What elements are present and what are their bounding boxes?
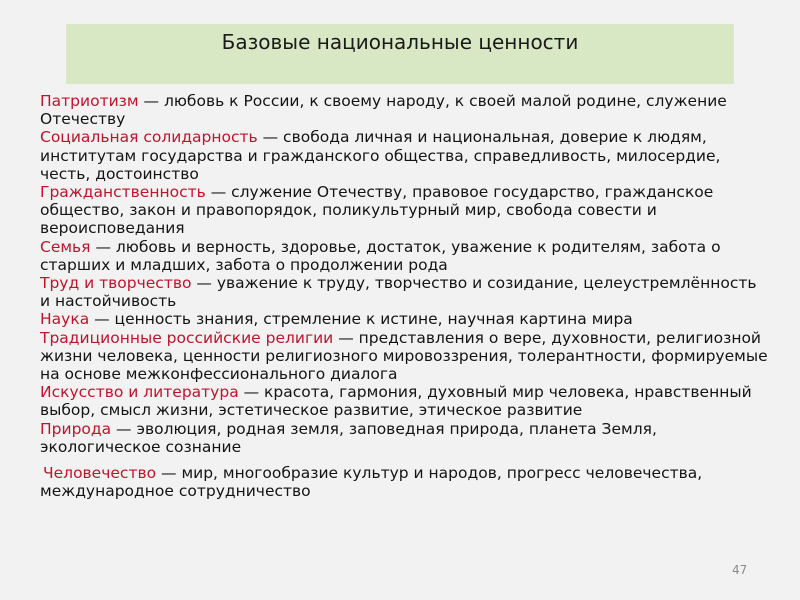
value-entry-solidarity [40,128,770,183]
value-description: — уважение к труду, творчество и созидание, целеустремлённость и настойчивость [40,274,757,311]
value-entry-science [40,310,770,328]
value-term: Природа [40,419,112,438]
value-description: — свобода личная и национальная, доверие к людям, институтам государства и гражданского общества, справедливость, милосердие, честь, достоинство [40,128,721,183]
value-entry-religions [40,329,770,384]
value-entry-humanity [40,464,770,500]
value-entry-citizenship [40,183,770,238]
value-description: — любовь к России, к своему народу, к своей малой родине, служение Отечеству [40,92,727,129]
value-description: — служение Отечеству, правовое государство, гражданское общество, закон и правопорядок, поликультурный мир, свобода совести и вероисповедания [40,183,714,238]
value-entry-art [40,383,770,419]
value-term: Труд и творчество [40,274,192,293]
value-term: Социальная солидарность [40,128,258,147]
value-term: Гражданственность [40,183,206,202]
value-entry-nature [40,420,770,456]
value-description: — эволюция, родная земля, заповедная природа, планета Земля, экологическое сознание [40,419,657,456]
value-description: — представления о вере, духовности, религиозной жизни человека, ценности религиозного мировоззрения, толерантности, формируемые на основе межконфессионального диалога [40,328,768,384]
value-description: — ценность знания, стремление к истине, научная картина мира [89,310,633,329]
slide-title: Базовые национальные ценности [221,30,579,54]
value-description: — красота, гармония, духовный мир человека, нравственный выбор, смысл жизни, эстетическое развитие, этическое развитие [40,383,752,420]
value-description: — мир, многообразие культур и народов, прогресс человечества, международное сотрудничество [40,464,703,501]
value-term: Семья [40,237,91,256]
page-number: 47 [732,563,748,577]
value-entry-patriotism [40,92,770,128]
title-banner [66,24,734,84]
value-term: Человечество [43,464,157,483]
value-term: Искусство и литература [40,383,239,402]
value-term: Наука [40,310,90,329]
value-term: Патриотизм [40,92,139,110]
value-term: Традиционные российские религии [40,328,334,347]
value-entry-family [40,238,770,274]
value-entry-labour [40,274,770,310]
value-description: — любовь и верность, здоровье, достаток, уважение к родителям, забота о старших и младших, забота о продолжении рода [40,237,721,274]
values-list [40,92,770,500]
